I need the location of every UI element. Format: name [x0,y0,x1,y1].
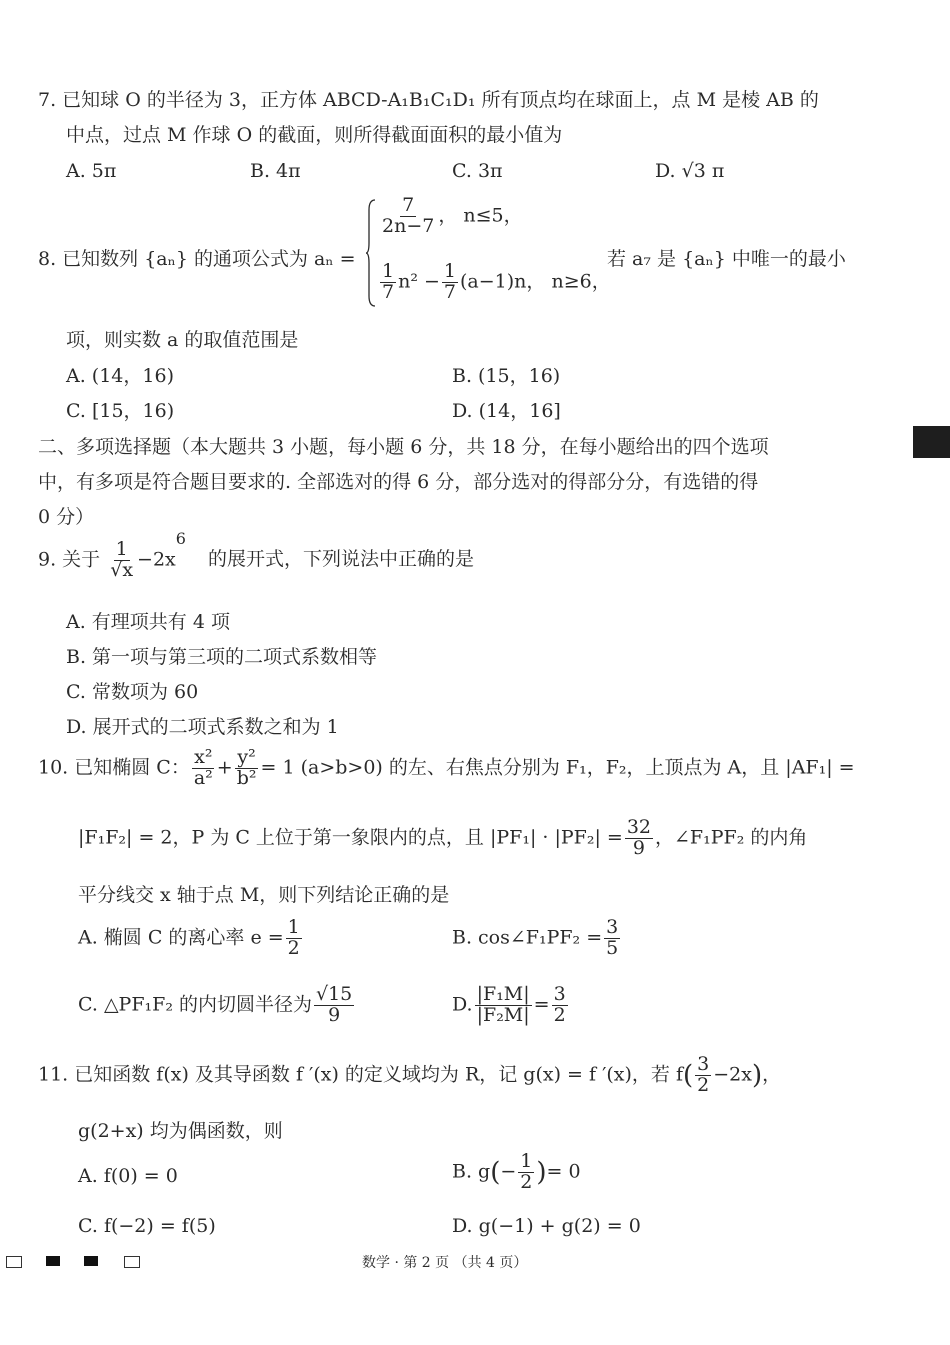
q8-option-c: C. [15，16) [66,400,175,422]
q10-d-rnum: 3 [553,983,566,1005]
q8-piecewise-brace [366,198,376,308]
q10-c-num: √15 [315,983,353,1005]
q11-option-c: C. f(−2) = f(5) [78,1215,216,1237]
q11-option-a: A. f(0) = 0 [78,1165,178,1187]
q10-line2b: ，∠F₁PF₂ 的内角 [655,826,808,849]
q10-a-pre: A. 椭圆 C 的离心率 e = [78,926,284,949]
q11-frac-tail: −2x [713,1063,752,1086]
q9-lead: 9. 关于 [38,548,101,571]
q8-stem-lead: 8. 已知数列 {aₙ} 的通项公式为 aₙ = [38,248,356,270]
q11-line1b: ， [762,1063,782,1086]
q9-option-b: B. 第一项与第三项的二项式系数相等 [66,646,378,668]
q11-b-pre: B. g [452,1160,491,1183]
q8-case2-frac2-den: 7 [443,280,457,303]
footer-marker-filled-2 [84,1256,98,1266]
q11-line1a: 11. 已知函数 f(x) 及其导函数 f ′(x) 的定义域均为 R，记 g(x) = f ′(x)，若 f [38,1063,683,1086]
q8-case1-condition: ， n≤5， [438,204,523,227]
q8-option-b: B. (15，16) [452,365,561,387]
q8-stem-line2: 项，则实数 a 的取值范围是 [66,329,299,351]
q8-option-a: A. (14，16) [66,365,174,387]
q10-c-pre: C. △PF₁F₂ 的内切圆半径为 [78,993,312,1016]
q10-b-pre: B. cos∠F₁PF₂ = [452,926,603,949]
q10-b-num: 3 [606,916,619,938]
q10-line2-num: 32 [626,816,652,838]
q10-d-eq: = [533,993,550,1016]
q8-case1-numerator: 7 [402,194,415,216]
q10-option-a [78,918,304,959]
q10-x-den: a² [193,766,213,789]
page-number-footer: 数学 · 第 2 页 （共 4 页） [362,1255,528,1271]
q8-option-d: D. (14，16] [452,400,561,422]
q9-tail: 的展开式，下列说法中正确的是 [208,548,475,571]
q10-lead: 10. 已知椭圆 C： [38,756,190,779]
q9-option-d: D. 展开式的二项式系数之和为 1 [66,716,339,738]
q9-option-a: A. 有理项共有 4 项 [66,611,230,633]
q8-case-1 [378,196,523,237]
q9-minus-term: −2x [137,548,176,571]
q10-a-num: 1 [287,916,300,938]
section2-heading-line1: 二、多项选择题（本大题共 3 小题，每小题 6 分，共 18 分，在每小题给出的四个选项 [38,436,769,458]
q10-option-d [452,985,570,1026]
q10-b-den: 5 [606,936,619,959]
q8-stem-trail: 若 a₇ 是 {aₙ} 中唯一的最小 [607,248,846,270]
q8-case-2 [378,262,611,303]
q11-b-num: 1 [520,1150,533,1172]
q7-stem-line1: 7. 已知球 O 的半径为 3，正方体 ABCD-A₁B₁C₁D₁ 所有顶点均在球面上，点 M 是棱 AB 的 [38,89,819,111]
q10-stem-line2 [78,818,807,859]
q10-d-num: |F₁M| [476,983,530,1005]
q8-case2-frac2-num: 1 [443,260,457,282]
q8-case2-frac1-num: 1 [382,260,395,282]
footer-marker-filled-1 [46,1256,60,1266]
q11-b-post: = 0 [546,1160,581,1183]
q9-option-c: C. 常数项为 60 [66,681,199,703]
q10-d-den: |F₂M| [476,1003,530,1026]
q11-option-d: D. g(−1) + g(2) = 0 [452,1215,641,1237]
footer-marker-open-2 [124,1256,140,1268]
q10-stem-line3: 平分线交 x 轴于点 M，则下列结论正确的是 [78,884,450,906]
q11-frac-den: 2 [697,1073,710,1096]
q7-option-c: C. 3π [452,160,503,182]
q10-c-den: 9 [328,1003,341,1026]
q8-case2-mid: n² − [398,270,440,293]
q9-stem [38,529,475,581]
q7-stem-line2: 中点，过点 M 作球 O 的截面，则所得截面面积的最小值为 [66,124,563,146]
section2-heading-line3: 0 分） [38,506,95,528]
q10-x-num: x² [194,746,213,768]
q9-frac-den: √x [110,558,134,581]
q10-y-den: b² [236,766,257,789]
q10-d-rden: 2 [553,1003,566,1026]
q11-b-den: 2 [520,1170,533,1193]
q10-d-pre: D. [452,993,473,1016]
q11-stem-line1: 11. 已知函数 f(x) 及其导函数 f ′(x) 的定义域均为 R，记 g(x) = f ′(x)，若 f( $\frac{3}{2}$ −2x)， [38,1053,782,1096]
q8-case1-denominator: 2n−7 [382,214,435,237]
q11-option-b: B. g(− $\frac{1}{2}$ )= 0 [452,1150,581,1193]
footer-marker-open-1 [6,1256,22,1268]
q8-case2-frac1-den: 7 [382,280,395,303]
q10-rest1: = 1 (a>b>0) 的左、右焦点分别为 F₁，F₂，上顶点为 A，且 |AF₁| = [260,756,855,779]
q7-option-a: A. 5π [66,160,117,182]
q10-y-num: y² [237,746,256,768]
q10-line2a: |F₁F₂| = 2，P 为 C 上位于第一象限内的点，且 |PF₁| · |PF₂| = [78,826,623,849]
q7-option-d: D. √3 π [655,160,725,182]
q10-option-c [78,985,356,1026]
q10-option-b [452,918,622,959]
q11-stem-line2: g(2+x) 均为偶函数，则 [78,1120,283,1142]
q10-plus: + [216,756,233,779]
section2-heading-line2: 中，有多项是符合题目要求的. 全部选对的得 6 分，部分选对的得部分分，有选错的得 [38,471,759,493]
q7-option-b: B. 4π [250,160,301,182]
q8-case2-tail: (a−1)n， n≥6， [460,270,611,293]
page-edge-tab-marker [913,426,950,458]
q11-frac-num: 3 [697,1053,710,1075]
q10-line2-den: 9 [632,836,645,859]
q10-a-den: 2 [287,936,300,959]
q9-power: 6 [175,529,186,549]
q10-stem-line1 [38,748,855,789]
q9-frac-num: 1 [115,538,128,560]
